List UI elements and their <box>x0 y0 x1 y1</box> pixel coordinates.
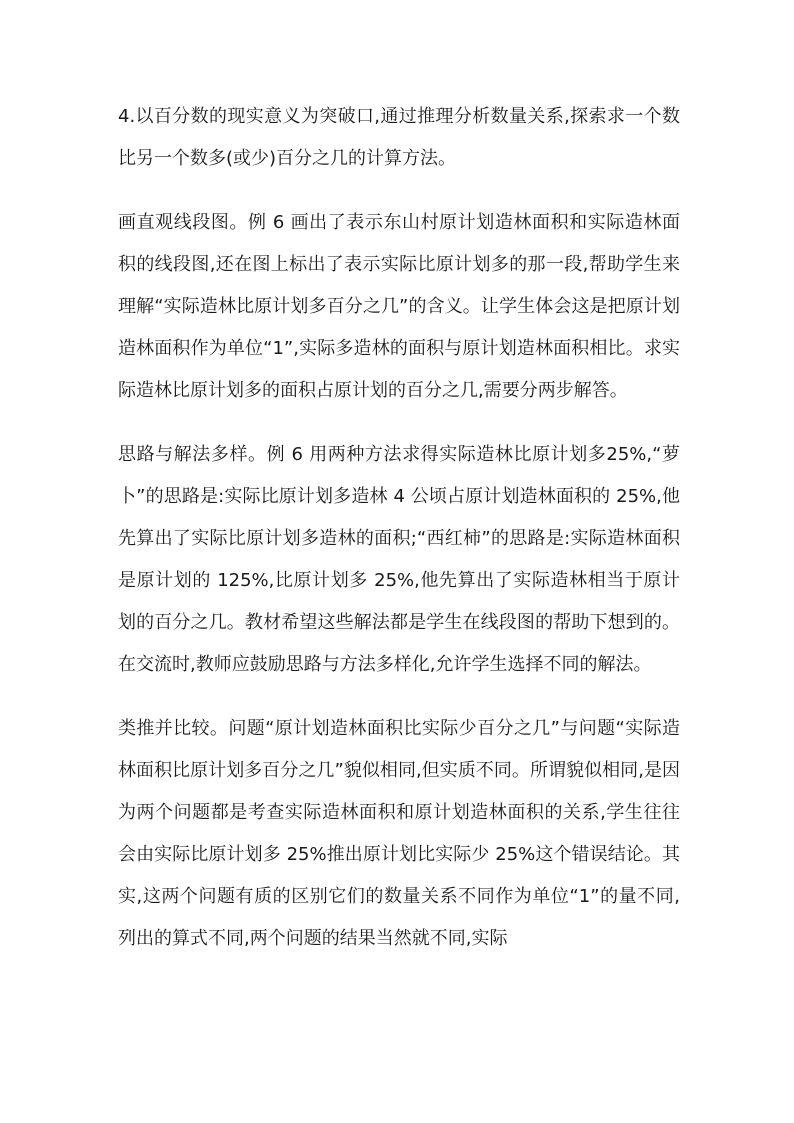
paragraph-intro: 4.以百分数的现实意义为突破口,通过推理分析数量关系,探索求一个数比另一个数多(或少)百分之几的计算方法。 <box>118 106 680 169</box>
document-page <box>118 96 680 982</box>
paragraph-multiple-methods: 思路与解法多样。例 6 用两种方法求得实际造林比原计划多25%,“萝卜”的思路是:实际比原计划多造林 4 公顷占原计划造林面积的 25%,他先算出了实际比原计划多造林的面积;“西红柿”的思路是:实际造林面积是原计划的 125%,比原计划多 25%,他先算出了实际造林相当于原计划的百分之几。教材希望这些解法都是学生在线段图的帮助下想到的。在交流时,教师应鼓励思路与方法多样化,允许学生选择不同的解法。 <box>118 444 680 675</box>
paragraph-line-diagram: 画直观线段图。例 6 画出了表示东山村原计划造林面积和实际造林面积的线段图,还在图上标出了表示实际比原计划多的那一段,帮助学生来理解“实际造林比原计划多百分之几”的含义。让学生体会这是把原计划造林面积作为单位“1”,实际多造林的面积与原计划造林面积相比。求实际造林比原计划多的面积占原计划的百分之几,需要分两步解答。 <box>118 212 680 401</box>
paragraph-analogy-comparison: 类推并比较。问题“原计划造林面积比实际少百分之几”与问题“实际造林面积比原计划多百分之几”貌似相同,但实质不同。所谓貌似相同,是因为两个问题都是考查实际造林面积和原计划造林面积的关系,学生往往会由实际比原计划多 25%推出原计划比实际少 25%这个错误结论。其实,这两个问题有质的区别它们的数量关系不同作为单位“1”的量不同,列出的算式不同,两个问题的结果当然就不同,实际 <box>118 718 680 949</box>
